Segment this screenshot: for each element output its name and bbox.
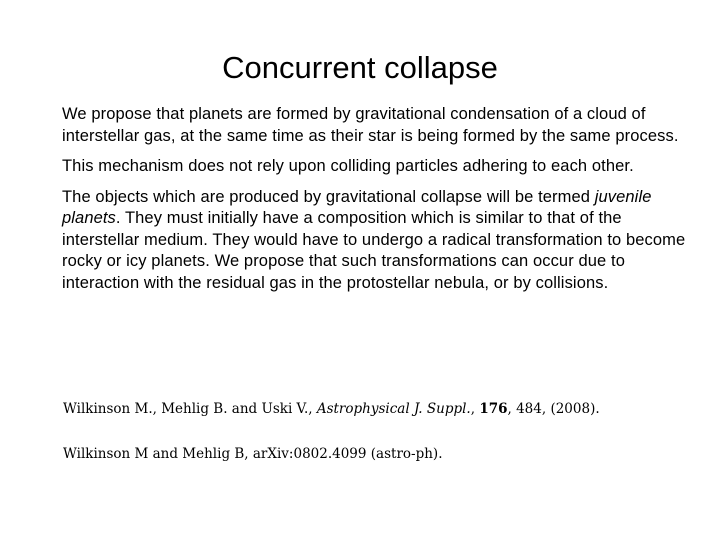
reference-1-volume: 176 bbox=[479, 401, 508, 417]
reference-1: Wilkinson M., Mehlig B. and Uski V., Astrophysical J. Suppl., 176, 484, (2008). bbox=[63, 401, 600, 417]
reference-1-journal: Astrophysical J. Suppl. bbox=[316, 401, 471, 417]
slide-body bbox=[62, 104, 702, 303]
reference-2: Wilkinson M and Mehlig B, arXiv:0802.4099 (astro-ph). bbox=[63, 446, 443, 462]
paragraph-concurrent-formation: We propose that planets are formed by gravitational condensation of a cloud of interstellar gas, at the same time as their star is being formed by the same process. bbox=[62, 105, 679, 145]
reference-1-pages-year: , 484, (2008). bbox=[507, 401, 600, 417]
paragraph-text-before: The objects which are produced by gravitational collapse will be termed bbox=[62, 187, 591, 206]
paragraph-mechanism: This mechanism does not rely upon colliding particles adhering to each other. bbox=[62, 157, 634, 175]
juvenile-planets-term: juvenile planets bbox=[62, 187, 652, 227]
reference-1-authors: Wilkinson M., Mehlig B. and Uski V., bbox=[63, 401, 313, 417]
paragraph-text-after: . They must initially have a composition which is similar to that of the interstellar medium. They would have to undergo a radical transformation to become rocky or icy planets. We propose that such transformations can occur due to interaction with the residual gas in the protostellar nebula, or by collisions. bbox=[62, 209, 686, 292]
slide-title: Concurrent collapse bbox=[222, 50, 498, 85]
paragraph-juvenile-planets bbox=[62, 187, 702, 295]
references bbox=[63, 398, 703, 465]
